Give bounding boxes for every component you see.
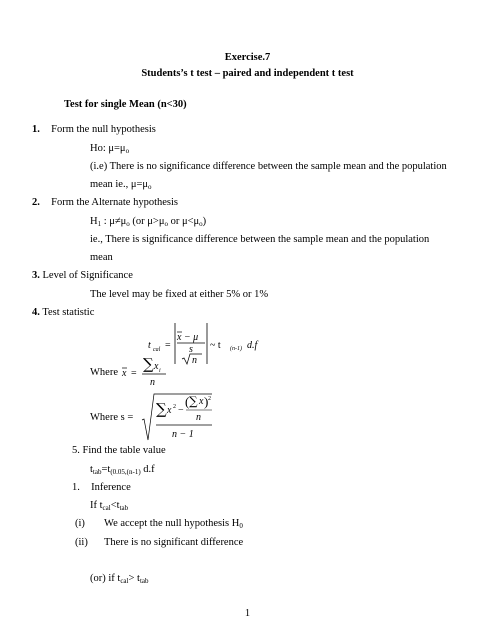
- h1-h: H: [90, 216, 98, 227]
- s-inner-x: x: [199, 396, 204, 407]
- h1-rest: : μ≠μ: [101, 216, 127, 227]
- or-text: (or) if t: [90, 573, 121, 584]
- exercise-number: Exercise.7: [224, 52, 271, 63]
- inference-i-sub: 0: [239, 522, 243, 530]
- s-inner-sum-icon: ∑: [189, 394, 198, 408]
- step2-number: 2.: [32, 197, 40, 208]
- if-lt: <t: [110, 500, 120, 511]
- ttab-eq-sub: (0.05,(n-1): [110, 468, 141, 476]
- step4-label: Test statistic: [42, 307, 95, 318]
- step2-line: [32, 197, 178, 209]
- document-title: Students’s t test – paired and independent t test: [141, 68, 354, 79]
- mean-sum-sub: i: [159, 368, 161, 374]
- step3-number: 3.: [32, 270, 40, 281]
- where-label: Where: [90, 367, 118, 378]
- mean-n: n: [150, 377, 155, 388]
- h1-sub: 1: [97, 220, 102, 228]
- step2-explain-1: ie., There is significance difference between the sample mean and the population: [90, 234, 430, 245]
- step4-number: 4.: [32, 307, 40, 318]
- step3-line: [32, 270, 133, 282]
- sum-icon: ∑: [143, 355, 154, 373]
- s-inner-n: n: [196, 412, 201, 423]
- where-s-label: Where s =: [90, 412, 134, 423]
- t-cal-sub: cal: [153, 347, 161, 353]
- null-hypothesis: [90, 143, 129, 157]
- section-heading: Test for single Mean (n<30): [64, 99, 187, 110]
- or-cal: cal: [120, 577, 129, 585]
- s-x: x: [167, 405, 172, 416]
- page-number: 1: [244, 608, 251, 619]
- h1-o2: o: [164, 220, 168, 228]
- step1-number: 1.: [32, 124, 40, 135]
- ttab-eq: =t: [101, 464, 111, 475]
- step1-label: Form the null hypothesis: [51, 124, 156, 135]
- tilde-t: ~ t: [210, 340, 221, 351]
- ho-text: Ho: μ=μ: [90, 143, 126, 154]
- ttab-sub: tab: [92, 468, 102, 476]
- h1-o: o: [126, 220, 130, 228]
- s-symbol: s: [189, 344, 193, 355]
- ttab-t: t: [90, 464, 93, 475]
- step1-line: [32, 124, 156, 136]
- table-value-formula: [90, 464, 155, 478]
- or-gt: > t: [128, 573, 140, 584]
- df-sub: (n-1): [230, 346, 242, 352]
- mean-sum-x: x: [154, 361, 159, 372]
- h1-or: or μ<μ: [167, 216, 200, 227]
- inference-ii-text: There is no significant difference: [104, 537, 244, 548]
- s-paren-close: ): [204, 394, 209, 409]
- inference-i-text: [104, 518, 243, 532]
- if-tab: tab: [119, 504, 129, 512]
- step2-explain-2: mean: [90, 252, 113, 263]
- numerator: x − μ: [177, 332, 199, 343]
- inference-number: 1.: [72, 482, 80, 493]
- inference-ii-marker: (ii): [75, 537, 88, 548]
- inference-line: [72, 482, 131, 494]
- s-formula: [140, 392, 240, 444]
- step2-label: Form the Alternate hypothesis: [51, 197, 178, 208]
- mean-x: x: [122, 368, 127, 379]
- s-x-squared: 2: [173, 404, 176, 410]
- inference-label: Inference: [91, 482, 131, 493]
- h1-o3: o: [199, 220, 203, 228]
- step3-text: The level may be fixed at either 5% or 1%: [90, 289, 269, 300]
- step1-explain-2-text: mean ie., μ=μ: [90, 179, 148, 190]
- s-sum-icon: ∑: [156, 400, 167, 418]
- sqrt-n: n: [192, 355, 197, 365]
- inference-i-body: We accept the null hypothesis H: [104, 518, 240, 529]
- if-cal: cal: [102, 504, 111, 512]
- h1-paren: (or μ>μ: [129, 216, 165, 227]
- alt-hypothesis: [90, 216, 206, 230]
- if-text: If t: [90, 500, 103, 511]
- step5-label: 5. Find the table value: [72, 445, 166, 456]
- t-equals: =: [165, 340, 171, 351]
- or-tab: tab: [139, 577, 149, 585]
- ho-sub: o: [125, 147, 130, 155]
- step1-explain-2-sub: o: [148, 183, 152, 191]
- s-paren-open: (: [185, 394, 190, 409]
- s-n-minus-1: n − 1: [172, 429, 194, 440]
- inference-condition: [90, 500, 128, 514]
- step1-explain-2: [90, 179, 152, 193]
- step4-line: [32, 307, 94, 319]
- s-minus: −: [178, 405, 184, 416]
- inference-i-marker: (i): [75, 518, 85, 529]
- t-symbol: t: [148, 340, 151, 351]
- inference-or-condition: [90, 573, 149, 587]
- step3-label: Level of Significance: [42, 270, 133, 281]
- s-paren-squared: 2: [208, 396, 211, 402]
- mean-formula: [120, 355, 180, 395]
- h1-end: ): [202, 216, 207, 227]
- ttab-df: d.f: [140, 464, 155, 475]
- df-text: d.f: [247, 340, 258, 351]
- mean-equals: =: [131, 368, 137, 379]
- step1-explain-1: (i.e) There is no significance difference between the sample mean and the population: [90, 161, 447, 172]
